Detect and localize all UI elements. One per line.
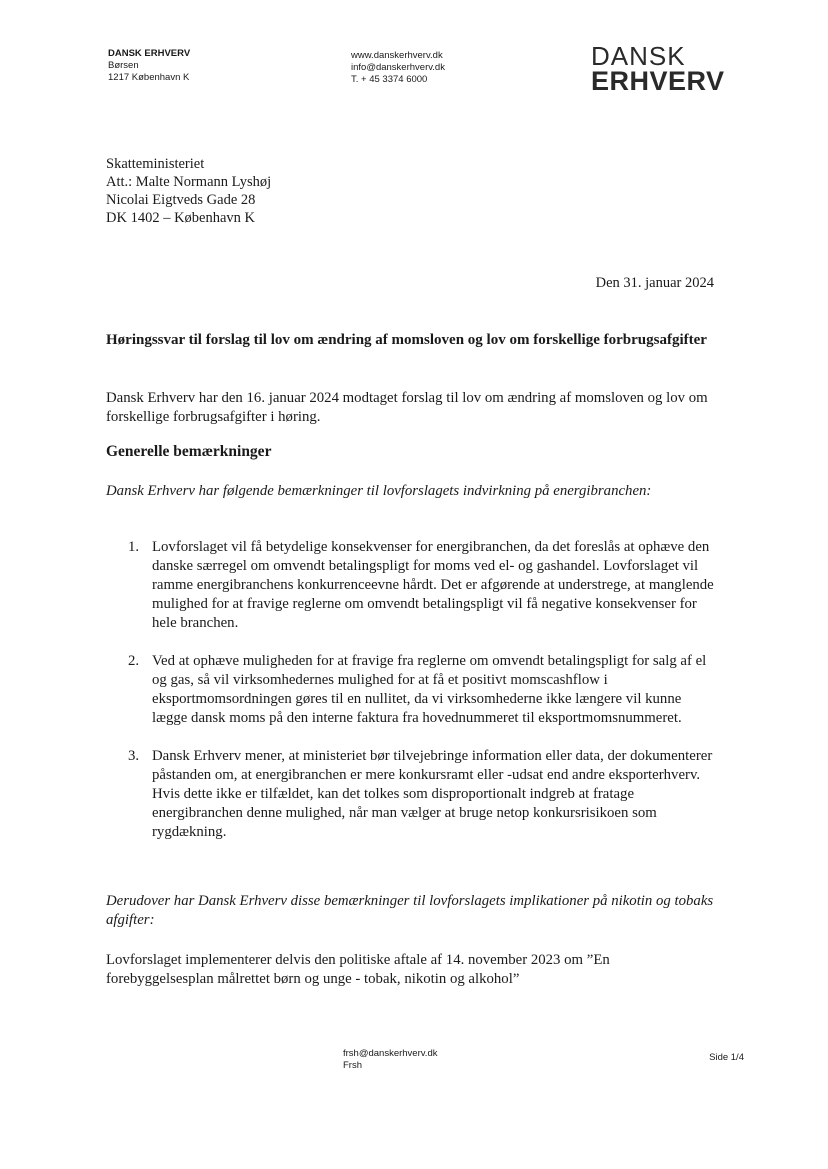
letter-title: Høringssvar til forslag til lov om ændring af momsloven og lov om forskellige forbrugsafgifter [106,332,707,348]
sender-website: www.danskerhverv.dk [351,50,443,61]
sender-org-name: DANSK ERHVERV [108,48,191,59]
final-paragraph: Lovforslaget implementerer delvis den politiske aftale af 14. november 2023 om ”En forebyggelsesplan målrettet børn og unge - tobak, nikotin og alkohol” [106,952,610,987]
list-item-number: 3. [128,748,140,764]
sender-phone: T. + 45 3374 6000 [351,74,428,85]
logo-line: DANSK [591,41,686,71]
letter-date: Den 31. januar 2024 [595,275,714,291]
sender-address [108,48,190,84]
intro-paragraph: Dansk Erhverv har den 16. januar 2024 modtaget forslag til lov om ændring af momsloven og lov om forskellige forbrugsafgifter i høring. [106,390,708,425]
list-item-number: 1. [128,539,140,555]
sender-address-line: 1217 København K [108,72,190,83]
section-heading: Generelle bemærkninger [106,443,272,460]
energy-intro: Dansk Erhverv har følgende bemærkninger til lovforslagets indvirkning på energibranchen: [106,483,652,499]
recipient-city: DK 1402 – København K [106,210,256,226]
page-number: Side 1/4 [709,1052,744,1063]
sender-address-line: Børsen [108,60,139,71]
list-item-text: Lovforslaget vil få betydelige konsekvenser for energibranchen, da det foreslås at ophæve den danske særregel om omvendt betalingspligt for moms ved el- og gashandel. Lovforslaget vil ramme energibranchens konkurrenceevne hårdt. Det er afgørende at understrege, at manglende mulighed for at fravige reglerne om omvendt betalingspligt vil få negative konsekvenser for hele branchen. [152,539,714,631]
sender-contact [351,50,445,86]
list-item-text: Dansk Erhverv mener, at ministeriet bør tilvejebringe information eller data, der dokumenterer påstanden om, at energibranchen er mere konkursramt eller -udsat end andre eksporterhverv. Hvis dette ikke er tilfældet, kan det tolkes som disproportionalt indgreb at fratage energibranchen denne mulighed, når man vælger at bruge netop konkursrisikoen som rygdækning. [152,748,713,840]
list-item [128,747,718,842]
recipient-street: Nicolai Eigtveds Gade 28 [106,192,256,208]
logo-line: ERHVERV [591,66,725,96]
tobacco-intro: Derudover har Dansk Erhverv disse bemærkninger til lovforslagets implikationer på nikotin og tobaks afgifter: [106,893,714,928]
recipient-address [106,155,271,227]
list-item-number: 2. [128,653,140,669]
footer-contact [343,1048,437,1072]
list-item [128,652,718,728]
dansk-erhverv-logo [591,41,725,96]
recipient-att: Att.: Malte Normann Lyshøj [106,174,272,190]
recipient-name: Skatteministeriet [106,156,205,172]
list-item-text: Ved at ophæve muligheden for at fravige fra reglerne om omvendt betalingspligt for salg af el og gas, så vil virksomhedernes mulighed for at få et positivt momscashflow i eksportmomsordningen gøres til en nullitet, da vi virksomhederne ikke længere vil kunne lægge dansk moms på den interne faktura fra hovednummeret til eksportmomsnummeret. [152,653,707,726]
sender-email: info@danskerhverv.dk [351,62,445,73]
list-item [128,538,718,633]
numbered-list [128,538,718,842]
footer-initials: Frsh [343,1060,362,1071]
footer-email: frsh@danskerhverv.dk [343,1048,438,1059]
